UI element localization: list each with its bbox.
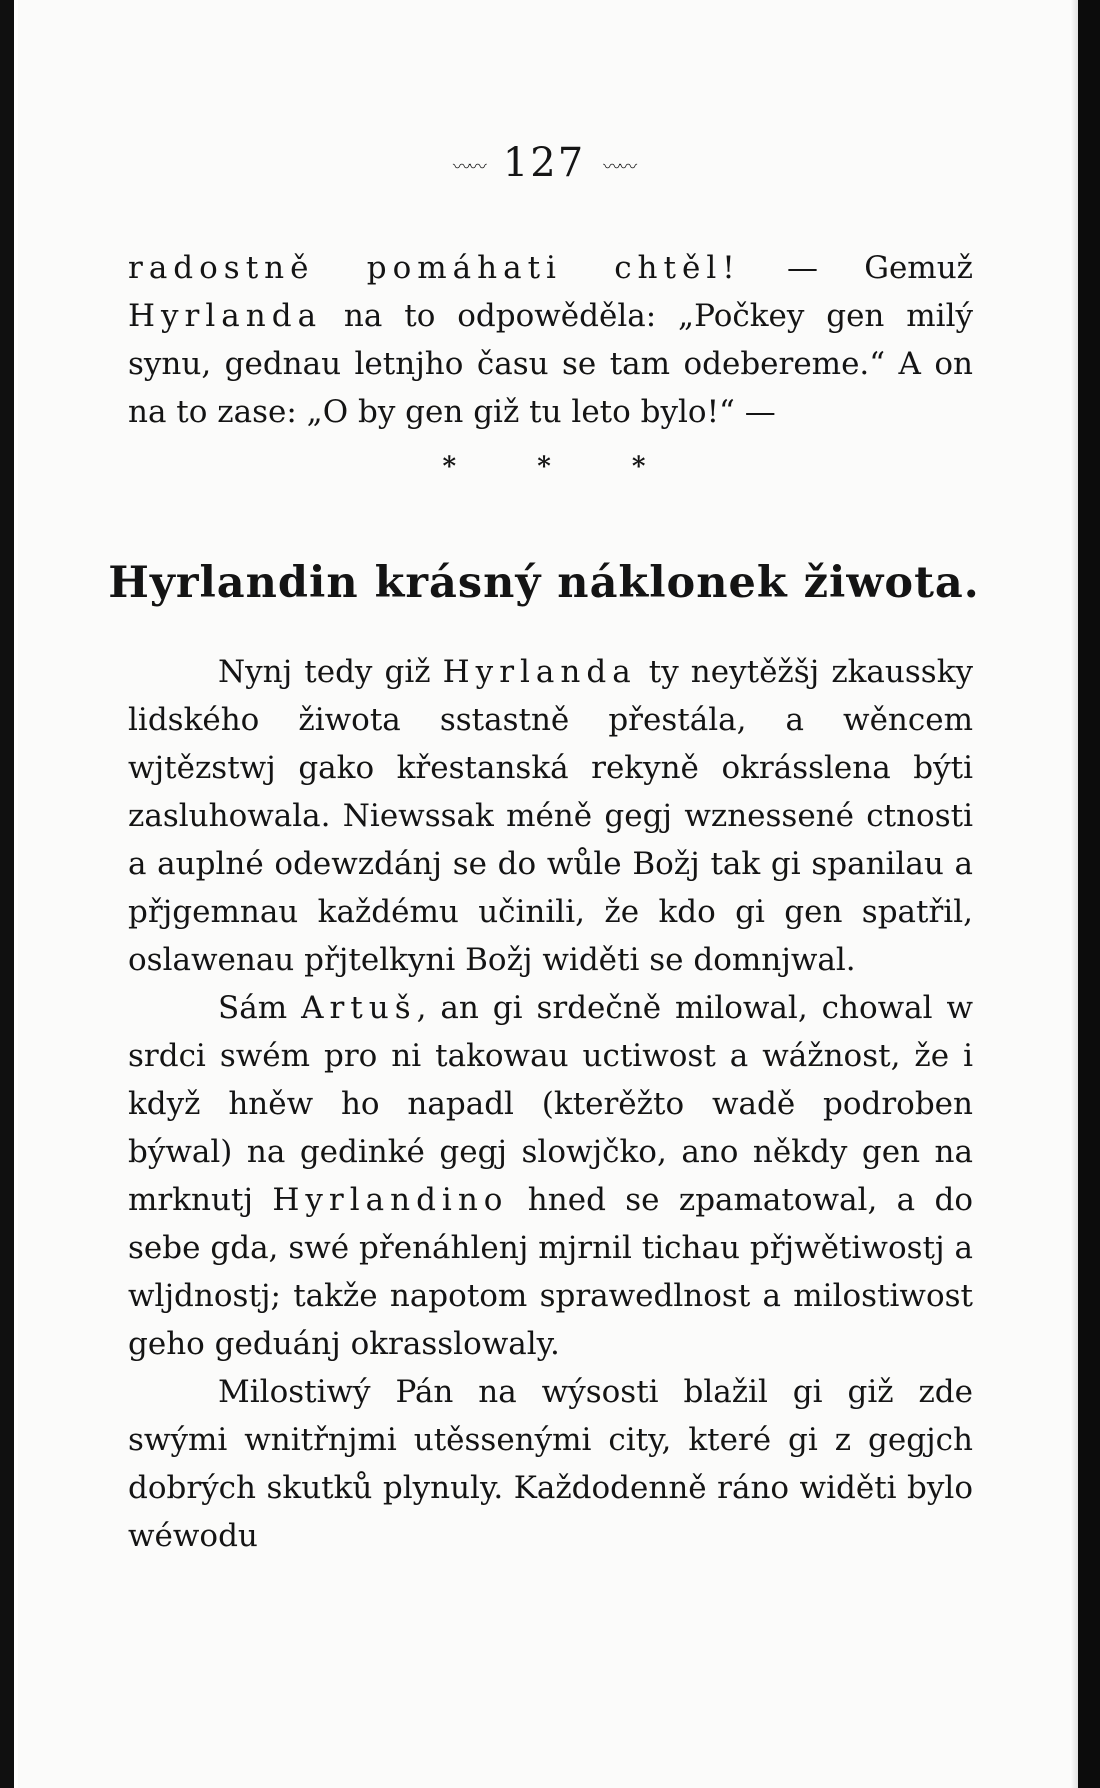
paragraph-1	[128, 648, 973, 984]
paragraph-2	[128, 984, 973, 1368]
scan-border-left	[0, 0, 14, 1788]
continuation-paragraph	[128, 244, 973, 436]
chapter-body	[128, 648, 973, 1560]
page-header	[18, 140, 1070, 186]
paragraph-1-text-a: Nynj tedy giž	[218, 654, 443, 690]
paragraph-3: Milostiwý Pán na wýsosti blažil gi giž zde swými wnitřnjmi utěssenými city, které gi z gegjch dobrých skutků plynuly. Každodenně ráno widěti bylo wéwodu	[128, 1374, 973, 1554]
paragraph-1-text-b: ty neytěžšj zkaussky lidského žiwota sstastně přestála, a wěncem wjtězstwj gako křestanská rekyně okrásslena býti zasluhowala. Niewssak méně gegj wznessené ctnosti a auplné odewzdánj se do wůle Božj tak gi spanilau a přjgemnau každému učinili, že kdo gi gen spatřil, oslawenau přjtelkyni Božj widěti se domnjwal.	[128, 654, 973, 978]
paragraph-2-text-a: Sám	[218, 990, 302, 1026]
character-name: Hyrlandino	[272, 1182, 509, 1218]
paragraph-2-text-c: hned se zpamatowal, a do sebe gda, swé přenáhlenj mjrnil tichau přjwětiwostj a wljdnostj; takže napotom sprawedlnost a milostiwost geho geduánj okrasslowaly.	[128, 1182, 973, 1362]
header-ornament-left: 〰〰	[452, 157, 485, 178]
continuation-text	[128, 244, 973, 436]
continuation-text-a: radostně pomáhati chtěl!	[128, 250, 741, 286]
character-name: Hyrlanda	[442, 654, 637, 690]
continuation-text-b: — Gemuž	[740, 250, 974, 286]
page-number: 127	[502, 140, 586, 186]
book-page	[18, 0, 1070, 1788]
character-name: Hyrlanda	[128, 298, 323, 334]
chapter-title: Hyrlandin krásný náklonek žiwota.	[108, 558, 980, 608]
paragraph-2-text-b: , an gi srdečně milowal, chowal w srdci swém pro ni takowau uctiwost a wážnost, že i když hněw ho napadl (kterěžto wadě podroben býwal) na gedinké gegj slowjčko, ano někdy gen na mrknutj	[128, 990, 974, 1218]
scan-border-right	[1078, 0, 1100, 1788]
scan-shadow-right	[1070, 0, 1078, 1788]
character-name: Artuš	[301, 990, 417, 1026]
section-asterism: * * *	[442, 452, 682, 482]
continuation-text-c: na to odpowěděla: „Počkey gen milý synu, gednau letnjho času se tam odebereme.“ A on na to zase: „O by gen giž tu leto bylo!“ —	[128, 298, 973, 430]
header-ornament-right: 〰〰	[603, 157, 636, 178]
